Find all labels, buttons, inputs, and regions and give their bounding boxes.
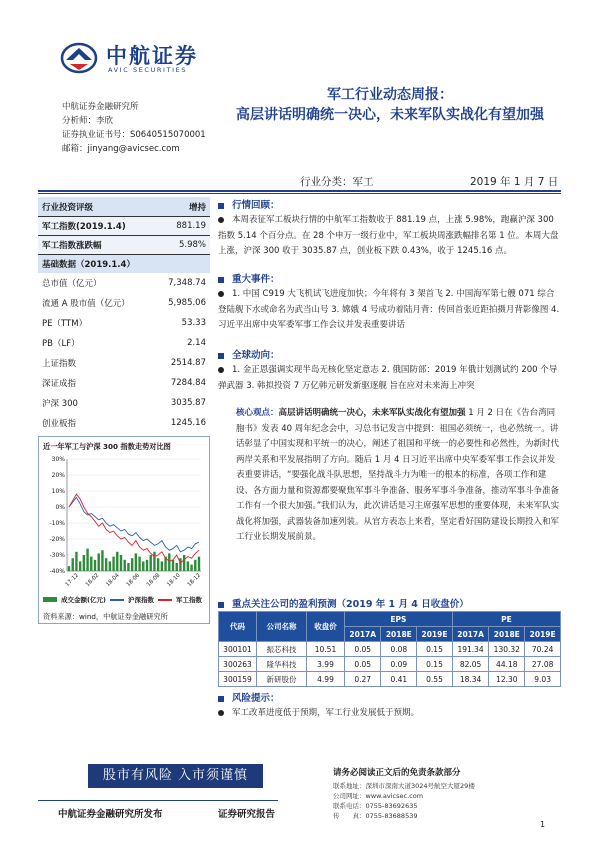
volume-bar (83, 555, 85, 571)
global-heading: 全球动向： (218, 347, 561, 361)
col-header-pe: PE (452, 612, 560, 627)
table-row (38, 273, 210, 293)
avic-logo-icon (60, 40, 98, 74)
row-value: 1245.16 (170, 418, 206, 428)
report-title-line2: 高层讲话明确统一决心，未来军队实战化有望加强 (236, 107, 544, 123)
x-tick-label: 18-02 (84, 572, 101, 589)
profit-forecast-table (218, 611, 561, 687)
row-label: 总市值（亿元） (42, 279, 102, 289)
basic-data-label: 基础数据（2019.1.4） (42, 260, 135, 270)
table-row (38, 373, 210, 393)
core-view-text: 1 月 2 日在《告台湾同胞书》发表 40 周年纪念会中，习总书记发言中提到：祖国必须统一，也必然统一。讲话彰显了中国实现和平统一的决心，阐述了祖国和平统一的必要性和必然性，为新时代两岸关系和平发展指明了方向。随后 1 月 4 日习近平出席中央军委军事工作会议并发表重要讲话，“要强化战斗队思想，坚持战斗力为唯一的根本的标准，各项工作和建设、各方面力量和资源都要聚焦军事斗争准备、服务军事斗争准备，推动军事斗争准备工作有一个很大加强。”我们认为，此次讲话是习主席强军思想的重要体现，未来军队实战化将加强，武器装备加速列装。从官方表态上来看，坚定看好国防建设长期投入和军工行业长期发展前景。 (236, 408, 560, 542)
row-label: 创业板指 (42, 419, 77, 429)
volume-bar (198, 557, 200, 571)
volume-bar (90, 557, 92, 571)
volume-bar (146, 560, 148, 571)
y-tick-label: -40% (49, 568, 65, 575)
x-tick-label: 17-12 (64, 572, 81, 589)
contact-website: 公司网址：www.avicsec.com (333, 792, 424, 800)
page-number: 1 (540, 820, 546, 829)
legend-swatch (158, 599, 172, 601)
y-tick-label: 10% (51, 488, 65, 495)
y-tick-label: -10% (49, 520, 65, 527)
volume-bar (135, 553, 137, 571)
table-row (38, 393, 210, 413)
cell-code: 300101 (219, 642, 257, 657)
year-header: 2019E (417, 627, 453, 642)
row-value: 2514.87 (170, 358, 206, 368)
chart-plot (41, 453, 207, 595)
row-label: 深证成指 (42, 379, 77, 389)
cell-code: 300159 (219, 672, 257, 687)
section-bullet-icon (218, 277, 224, 283)
cell-name: 振芯科技 (257, 642, 307, 657)
analyst-name: 分析师：李欣 (62, 116, 114, 126)
row-label: PB（LF） (42, 339, 80, 349)
row-value: 3035.87 (170, 398, 206, 408)
cell-value: 9.03 (525, 672, 561, 687)
contact-address: 联系地址：深圳市深南大道3024号航空大厦29楼 (333, 782, 475, 790)
cell-value: 12.30 (489, 672, 525, 687)
cell-price: 4.99 (307, 672, 345, 687)
bullet-icon (218, 367, 224, 373)
volume-bar (124, 560, 126, 571)
institute-name: 中航证券金融研究所 (62, 102, 139, 112)
cell-code: 300263 (219, 657, 257, 672)
bullet-icon (218, 217, 224, 223)
col-header-code: 代码 (219, 612, 257, 642)
volume-bar (187, 561, 189, 571)
footer-divider (38, 800, 278, 801)
year-header: 2018E (381, 627, 417, 642)
volume-bar (94, 560, 96, 571)
header-divider (38, 190, 561, 192)
events-heading: 重大事件： (218, 271, 561, 285)
volume-bar (112, 557, 114, 571)
volume-bar (75, 552, 77, 571)
email-address: 邮箱：jinyang@avicsec.com (62, 144, 180, 154)
cell-value: 130.32 (489, 642, 525, 657)
global-section (218, 347, 561, 394)
y-tick-label: 0% (55, 504, 65, 511)
cell-value: 27.08 (525, 657, 561, 672)
legend-item: 成交金额(亿元) (61, 596, 106, 604)
index-row (38, 216, 210, 235)
row-label: PE（TTM） (42, 319, 88, 329)
section-bullet-icon (218, 696, 224, 702)
header-divider-thin (38, 193, 561, 194)
volume-bar (116, 552, 118, 571)
cell-value: 0.08 (381, 642, 417, 657)
table-row (219, 657, 561, 672)
cell-value: 0.15 (417, 642, 453, 657)
volume-bar (131, 558, 133, 571)
cell-value: 82.05 (452, 657, 488, 672)
volume-bar (105, 558, 107, 571)
volume-bar (150, 555, 152, 571)
core-view-body (236, 406, 561, 546)
volume-bar (157, 558, 159, 571)
index-value: 881.19 (176, 221, 206, 231)
review-body: 本周表征军工板块行情的中航军工指数收于 881.19 点，上涨 5.98%，跑赢沪深 300 指数 5.14 个百分点。在 28 个申万一级行业中，军工板块周涨跌幅排名第 1 位。本周大盘上涨，沪深 300 收于 3035.87 点，创业板下跌 0.43%，收于 1245.16 点。 (218, 215, 559, 256)
volume-bar (172, 560, 174, 571)
volume-bar (168, 553, 170, 571)
report-title-line1: 军工行业动态周报： (327, 87, 453, 103)
volume-bar (194, 560, 196, 571)
global-body: 1. 金正恩强调实现半岛无核化坚定意志 2. 俄国防部：2019 年俄计划测试约 200 个导弹武器 3. 韩拟投资 7 万亿韩元研发新驱逐舰 旨在应对未来海上冲突 (218, 365, 558, 391)
cell-price: 3.99 (307, 657, 345, 672)
col-header-name: 公司名称 (257, 612, 307, 642)
contact-fax: 传 真：0755-83688539 (333, 812, 418, 820)
cell-value: 18.34 (452, 672, 488, 687)
row-label: 上证指数 (42, 359, 77, 369)
cell-value: 0.09 (381, 657, 417, 672)
y-tick-label: 20% (51, 472, 65, 479)
y-tick-label: -30% (49, 552, 65, 559)
x-tick-label: 18-12 (186, 572, 203, 589)
report-date: 2019 年 1 月 7 日 (470, 176, 559, 188)
volume-bar (86, 549, 88, 571)
table-row (219, 672, 561, 687)
license-number: 证券执业证书号：S0640515070001 (62, 130, 206, 140)
cell-value: 44.18 (489, 657, 525, 672)
index-label: 军工指数(2019.1.4) (42, 222, 126, 232)
cell-name: 新研股份 (257, 672, 307, 687)
table-row (38, 413, 210, 433)
rating-label: 行业投资评级 (42, 202, 94, 213)
company-logo (60, 38, 210, 80)
basic-data-header (38, 254, 210, 273)
bullet-icon (218, 710, 224, 716)
volume-bar (72, 558, 74, 571)
focus-heading: 重点关注公司的盈利预测（2019 年 1 月 4 日收盘价） (218, 596, 561, 610)
legend-swatch (43, 597, 57, 602)
volume-bar (120, 555, 122, 571)
year-header: 2017A (452, 627, 488, 642)
logo-text-cn: 中航证券 (106, 44, 198, 68)
table-row (219, 642, 561, 657)
volume-bar (142, 561, 144, 571)
row-value: 5,985.06 (168, 298, 206, 308)
review-heading: 行情回顾： (218, 197, 561, 211)
section-bullet-icon (218, 602, 224, 608)
cell-value: 0.05 (345, 642, 381, 657)
y-tick-label: -20% (49, 536, 65, 543)
cell-value: 0.05 (345, 657, 381, 672)
volume-bar (68, 566, 70, 571)
publisher-label: 中航证券金融研究所发布 (58, 809, 163, 820)
section-bullet-icon (218, 203, 224, 209)
chart-legend (43, 595, 202, 604)
disclaimer-text: 请务必阅读正文后的免责条款部分 (333, 768, 461, 778)
index-comparison-chart (38, 436, 210, 624)
x-tick-label: 18-06 (125, 572, 142, 589)
chart-title: 近一年军工与沪深 300 指数走势对比图 (43, 442, 171, 451)
table-row (38, 313, 210, 333)
legend-swatch (110, 599, 124, 601)
row-value: 53.33 (181, 318, 206, 328)
cell-value: 0.55 (417, 672, 453, 687)
x-tick-label: 18-08 (145, 572, 162, 589)
cell-price: 10.51 (307, 642, 345, 657)
row-label: 流通 A 股市值（亿元） (42, 299, 130, 309)
volume-bar (161, 561, 163, 571)
year-header: 2017A (345, 627, 381, 642)
y-tick-label: 30% (51, 456, 65, 463)
review-section (218, 197, 561, 260)
table-row (38, 353, 210, 373)
change-row (38, 235, 210, 254)
volume-bar (190, 565, 192, 571)
events-section (218, 271, 561, 334)
change-label: 军工指数涨跌幅 (42, 241, 102, 251)
cell-value: 0.15 (417, 657, 453, 672)
risk-section (218, 690, 561, 722)
report-type-label: 证券研究报告 (218, 809, 276, 820)
x-tick-label: 18-04 (105, 572, 121, 589)
volume-bar (153, 552, 155, 571)
volume-bar (176, 563, 178, 571)
year-header: 2018E (489, 627, 525, 642)
row-value: 2.14 (187, 338, 206, 348)
volume-bar (109, 561, 111, 571)
legend-item: 军工指数 (175, 596, 202, 604)
cell-value: 0.27 (345, 672, 381, 687)
table-row (38, 333, 210, 353)
volume-bar (98, 553, 100, 571)
row-value: 7284.84 (170, 378, 206, 388)
left-data-table (38, 197, 210, 433)
volume-bar (101, 550, 103, 571)
industry-classification: 行业分类：军工 (300, 176, 374, 188)
table-row (38, 293, 210, 313)
col-header-price: 收盘价 (307, 612, 345, 642)
col-header-eps: EPS (345, 612, 453, 627)
rating-row (38, 197, 210, 216)
cell-value: 70.24 (525, 642, 561, 657)
x-tick-label: 18-10 (166, 572, 182, 589)
year-header: 2019E (525, 627, 561, 642)
cell-name: 隆华科技 (257, 657, 307, 672)
volume-bar (127, 563, 129, 571)
legend-item: 沪深指数 (127, 596, 154, 604)
cell-value: 191.34 (452, 642, 488, 657)
risk-body: 军工改革进度低于预期，军工行业发展低于预期。 (218, 706, 561, 722)
volume-bar (183, 555, 185, 571)
section-bullet-icon (218, 353, 224, 359)
risk-banner: 股市有风险 入市须谨慎 (88, 764, 263, 788)
cell-value: 0.41 (381, 672, 417, 687)
core-view-title: 核心观点： (236, 408, 279, 418)
core-view-section (218, 406, 561, 546)
core-view-bold: 高层讲话明确统一决心，未来军队实战化有望加强 (278, 408, 466, 418)
bullet-icon (218, 291, 224, 297)
row-label: 沪深 300 (42, 399, 78, 409)
events-body: 1. 中国 C919 大飞机试飞进度加快；今年将有 3 架首飞 2. 中国海军第七艘 071 综合登陆舰下水或命名为武当山号 3. 嫦娥 4 号成功着陆月背：传回首张近距拍摄月背影像图 4. 习近平出席中央军委军事工作会议并发表重要讲话 (218, 289, 560, 330)
volume-bar (179, 558, 181, 571)
rating-value: 增持 (188, 202, 206, 213)
risk-heading: 风险提示： (218, 690, 561, 704)
volume-bar (79, 561, 81, 571)
row-value: 7,348.74 (168, 278, 206, 288)
change-value: 5.98% (178, 240, 206, 250)
focus-section (218, 596, 561, 610)
chart-source: 资料来源：wind，中航证券金融研究所 (43, 612, 168, 621)
contact-phone: 联系电话：0755-83692635 (333, 802, 418, 810)
logo-text-en: AVIC SECURITIES (108, 66, 188, 74)
volume-bar (138, 557, 140, 571)
